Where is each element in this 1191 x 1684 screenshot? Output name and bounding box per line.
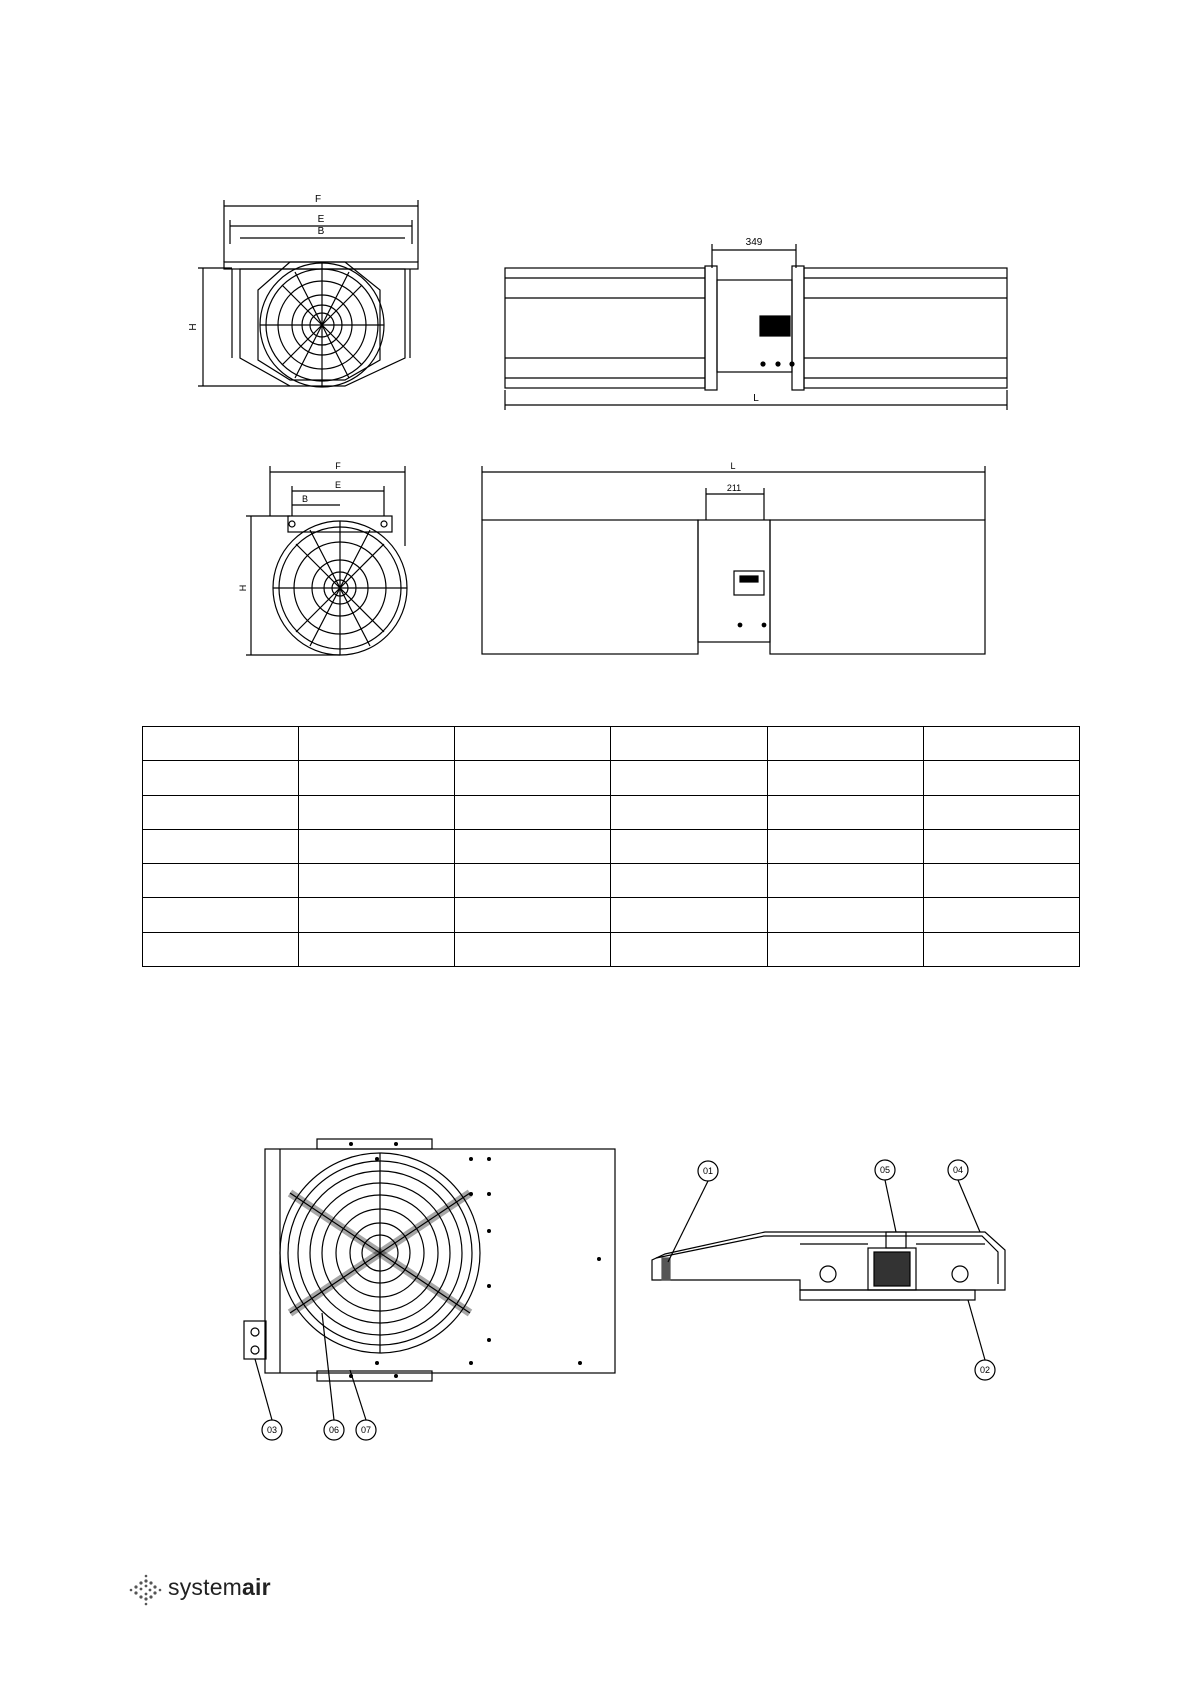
u1-dim-b: B: [317, 226, 325, 237]
table-row: [143, 761, 1080, 795]
table-cell: [455, 864, 611, 898]
table-cell: [767, 795, 923, 829]
u1-dim-349: 349: [745, 237, 763, 248]
table-cell: [923, 761, 1079, 795]
table-cell: [143, 864, 299, 898]
callout-06: 06: [328, 1425, 340, 1435]
table-row: [143, 829, 1080, 863]
table-cell: [299, 795, 455, 829]
table-cell: [923, 932, 1079, 966]
table-cell: [299, 932, 455, 966]
dimension-table: [142, 726, 1080, 967]
brand-system: system: [168, 1573, 243, 1600]
callout-01: 01: [702, 1166, 714, 1176]
table-cell: [611, 795, 767, 829]
component-front-view: [244, 1139, 615, 1420]
callout-07: 07: [360, 1425, 372, 1435]
callout-05: 05: [879, 1165, 891, 1175]
systemair-logo: [122, 1572, 271, 1602]
table-cell: [455, 727, 611, 761]
table-cell: [611, 727, 767, 761]
unit-2-front-view: [246, 466, 407, 655]
callout-04: 04: [952, 1165, 964, 1175]
u1-dim-f: F: [314, 194, 322, 205]
table-cell: [455, 829, 611, 863]
table-cell: [143, 795, 299, 829]
table-cell: [299, 761, 455, 795]
table-cell: [923, 795, 1079, 829]
u1-dim-h: H: [188, 323, 199, 331]
table-cell: [611, 761, 767, 795]
table-cell: [299, 727, 455, 761]
callout-03: 03: [266, 1425, 278, 1435]
brand-wordmark: [168, 1574, 271, 1601]
table-cell: [767, 864, 923, 898]
table-row: [143, 864, 1080, 898]
u2-dim-l: L: [730, 461, 736, 471]
table-cell: [455, 761, 611, 795]
table-cell: [923, 829, 1079, 863]
table-cell: [299, 898, 455, 932]
table-cell: [455, 932, 611, 966]
u2-dim-211: 211: [726, 483, 742, 493]
u2-dim-e: E: [334, 480, 342, 490]
table-cell: [143, 932, 299, 966]
table-cell: [611, 829, 767, 863]
table-row: [143, 932, 1080, 966]
unit-1-front-view: [198, 200, 418, 387]
table-cell: [143, 727, 299, 761]
table-cell: [143, 898, 299, 932]
u2-dim-h: H: [238, 584, 248, 592]
component-side-section: [652, 1180, 1005, 1360]
table-cell: [611, 864, 767, 898]
u1-dim-l: L: [753, 393, 759, 404]
table-cell: [767, 898, 923, 932]
u2-dim-b: B: [301, 494, 309, 504]
table-cell: [767, 727, 923, 761]
table-cell: [611, 898, 767, 932]
table-row: [143, 898, 1080, 932]
table-row: [143, 727, 1080, 761]
callout-02: 02: [979, 1365, 991, 1375]
table-row: [143, 795, 1080, 829]
u1-dim-e: E: [317, 214, 325, 225]
table-cell: [923, 864, 1079, 898]
unit-2-side-view: [482, 466, 985, 654]
table-cell: [455, 795, 611, 829]
brand-air: air: [242, 1573, 271, 1600]
table-cell: [923, 727, 1079, 761]
table-cell: [143, 761, 299, 795]
u2-dim-f: F: [335, 461, 341, 471]
table-cell: [923, 898, 1079, 932]
table-cell: [455, 898, 611, 932]
table-cell: [143, 829, 299, 863]
table-cell: [299, 864, 455, 898]
table-cell: [767, 761, 923, 795]
unit-1-side-view: [505, 244, 1007, 410]
table-cell: [299, 829, 455, 863]
table-cell: [767, 829, 923, 863]
table-cell: [767, 932, 923, 966]
table-cell: [611, 932, 767, 966]
